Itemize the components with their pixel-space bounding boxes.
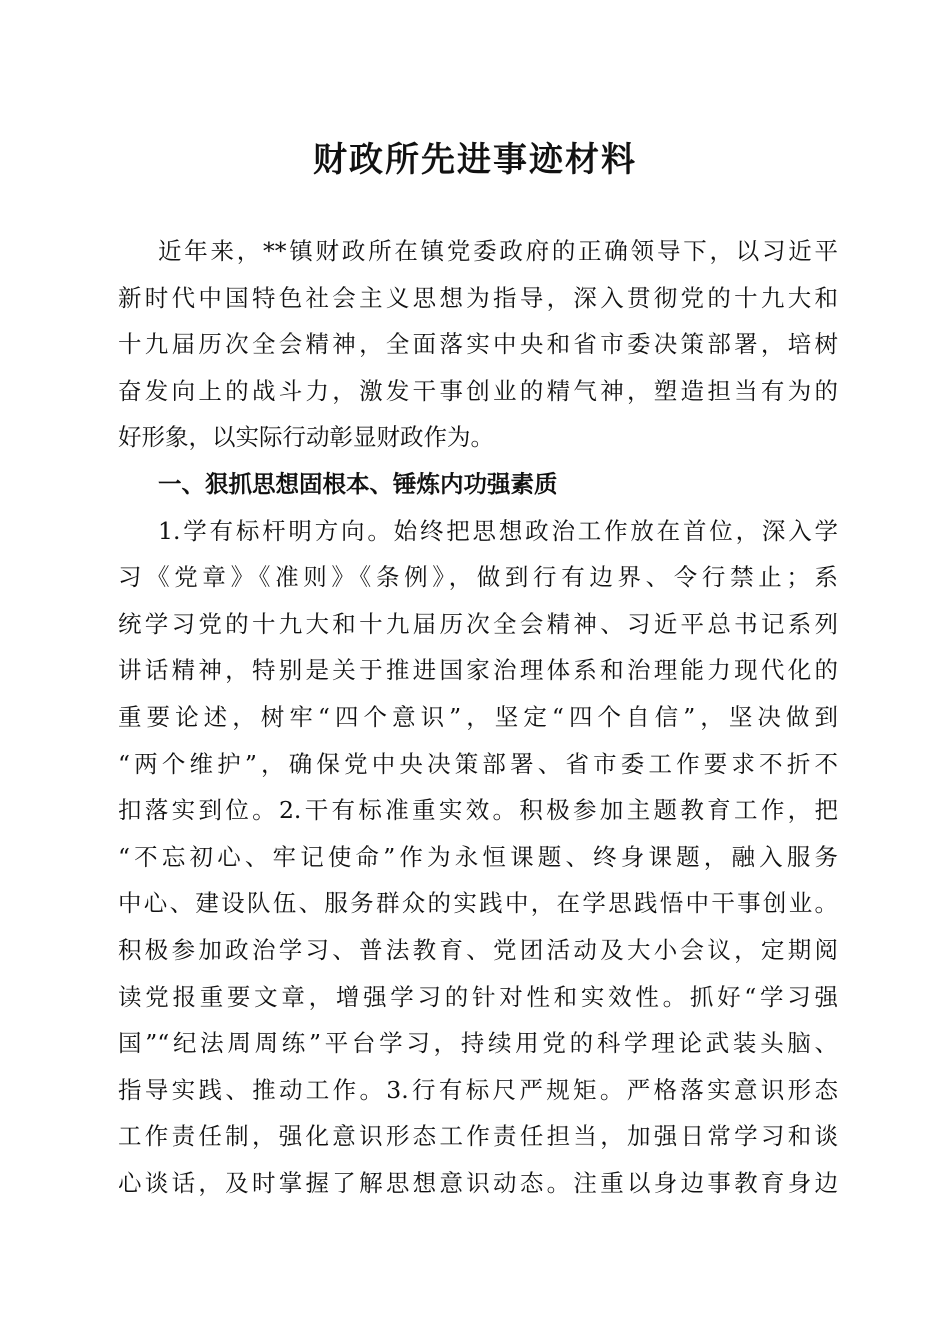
paragraph-line: “不忘初心、牢记使命”作为永恒课题、终身课题，融入服务 <box>118 842 838 871</box>
document-title: 财政所先进事迹材料 <box>313 140 637 180</box>
paragraph-line: 十九届历次全会精神，全面落实中央和省市委决策部署，培树 <box>118 330 838 359</box>
section-heading: 一、狠抓思想固根本、锤炼内功强素质 <box>158 469 558 498</box>
paragraph-line: 近年来，**镇财政所在镇党委政府的正确领导下，以习近平 <box>158 237 838 265</box>
paragraph-line: 奋发向上的战斗力，激发干事创业的精气神，塑造担当有为的 <box>118 376 838 405</box>
paragraph-line: 新时代中国特色社会主义思想为指导，深入贯彻党的十九大和 <box>118 283 838 312</box>
paragraph-line: “两个维护”，确保党中央决策部署、省市委工作要求不折不 <box>118 749 838 778</box>
paragraph-line: 心谈话，及时掌握了解思想意识动态。注重以身边事教育身边 <box>118 1168 838 1197</box>
paragraph-line: 读党报重要文章，增强学习的针对性和实效性。抓好“学习强 <box>118 982 838 1011</box>
paragraph-line: 统学习党的十九大和十九届历次全会精神、习近平总书记系列 <box>118 609 838 638</box>
paragraph-line: 讲话精神，特别是关于推进国家治理体系和治理能力现代化的 <box>118 656 838 685</box>
paragraph-line: 扣落实到位。2.干有标准重实效。积极参加主题教育工作，把 <box>118 796 838 825</box>
paragraph-line: 中心、建设队伍、服务群众的实践中，在学思践悟中干事创业。 <box>118 889 838 918</box>
paragraph-line: 习《党章》《准则》《条例》，做到行有边界、令行禁止；系 <box>118 563 838 592</box>
paragraph-line: 好形象，以实际行动彰显财政作为。 <box>118 423 494 452</box>
paragraph-line: 国”“纪法周周练”平台学习，持续用党的科学理论武装头脑、 <box>118 1029 838 1058</box>
document-body <box>118 228 838 1206</box>
paragraph-line: 1.学有标杆明方向。始终把思想政治工作放在首位，深入学 <box>158 516 838 545</box>
paragraph-line: 指导实践、推动工作。3.行有标尺严规矩。严格落实意识形态 <box>118 1075 838 1104</box>
paragraph-line: 重要论述，树牢“四个意识”，坚定“四个自信”，坚决做到 <box>118 702 838 731</box>
paragraph-line: 积极参加政治学习、普法教育、党团活动及大小会议，定期阅 <box>118 935 838 964</box>
paragraph-line: 工作责任制，强化意识形态工作责任担当，加强日常学习和谈 <box>118 1122 838 1151</box>
